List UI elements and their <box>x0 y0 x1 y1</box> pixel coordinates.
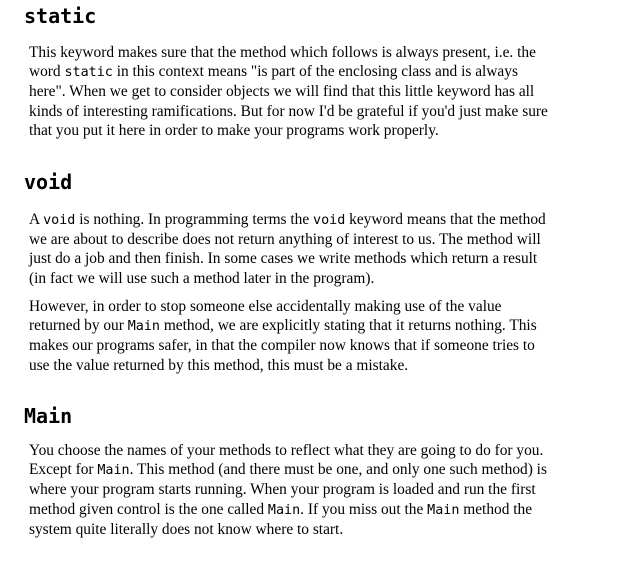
text-line: here". When we get to consider objects we will find that this little keyword has all <box>29 83 535 101</box>
text-line: returned by our Main method, we are explicitly stating that it returns nothing. This <box>29 317 537 335</box>
inline-code: void <box>313 213 346 228</box>
text-line: word static in this context means "is part of the enclosing class and is always <box>29 63 518 81</box>
paragraph <box>29 441 609 539</box>
section-heading-static: static <box>24 4 97 28</box>
paragraph <box>29 43 609 140</box>
text-line: This keyword makes sure that the method which follows is always present, i.e. the <box>29 44 536 61</box>
text-line: makes our programs safer, in that the compiler now knows that if someone tries to <box>29 337 535 355</box>
text-line: where your program starts running. When your program is loaded and run the first <box>29 481 536 499</box>
section-heading-main: Main <box>24 404 73 428</box>
inline-code: Main <box>97 463 130 479</box>
inline-code: Main <box>127 319 160 335</box>
text-line: However, in order to stop someone else accidentally making use of the value <box>29 298 502 315</box>
text-line: kinds of interesting ramifications. But for now I'd be grateful if you'd just make sure <box>29 102 548 120</box>
text-line: just do a job and then finish. In some cases we write methods which return a result <box>29 250 538 268</box>
inline-code: Main <box>267 502 301 518</box>
text-line: that you put it here in order to make your programs work properly. <box>29 121 439 139</box>
inline-code: static <box>64 65 113 81</box>
paragraph <box>29 297 609 375</box>
section-heading-void: void <box>24 170 73 194</box>
text-line: A void is nothing. In programming terms the void keyword means that the method <box>29 211 546 228</box>
text-line: system quite literally does not know where to start. <box>29 520 344 538</box>
paragraph <box>29 210 609 288</box>
inline-code: void <box>43 213 76 228</box>
text-line: You choose the names of your methods to reflect what they are going to do for you. <box>29 442 544 459</box>
inline-code: Main <box>427 502 460 518</box>
text-line: Except for Main. This method (and there must be one, and only one such method) is <box>29 461 547 479</box>
text-line: use the value returned by this method, this must be a mistake. <box>29 356 409 374</box>
text-line: we are about to describe does not return anything of interest to us. The method will <box>29 231 541 249</box>
text-line: (in fact we will use such a method later in the program). <box>29 269 375 287</box>
text-line: method given control is the one called Main. If you miss out the Main method the <box>29 500 533 518</box>
